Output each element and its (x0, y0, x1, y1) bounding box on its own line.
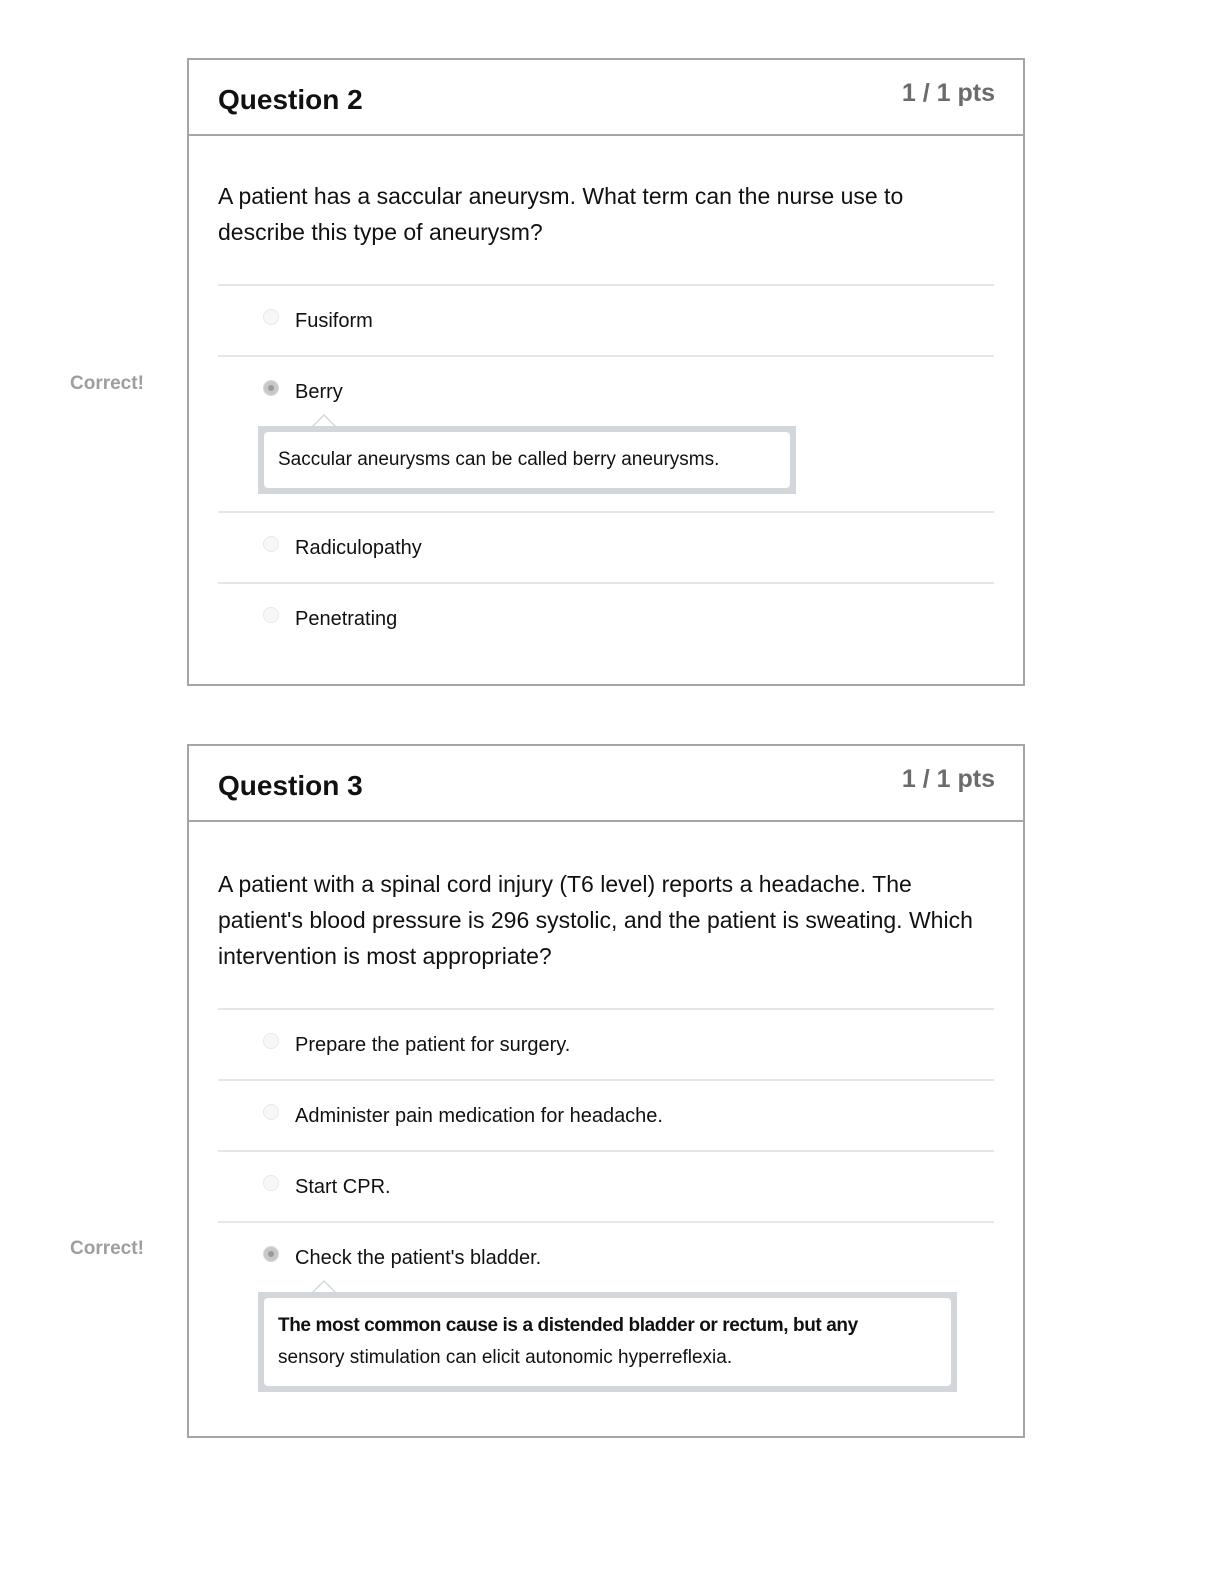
answer-label: Start CPR. (295, 1176, 391, 1198)
question-text: A patient with a spinal cord injury (T6 level) reports a headache. The patient's blood pressure is 296 systolic, and the patient is sweating. Which intervention is most appropriate? (218, 871, 973, 969)
question-text: A patient has a saccular aneurysm. What term can the nurse use to describe this type of aneurysm? (218, 183, 904, 245)
answer-option[interactable] (218, 1010, 994, 1081)
answer-option[interactable] (218, 1081, 994, 1152)
answer-label: Berry (295, 381, 343, 403)
question-body (189, 822, 1023, 1392)
feedback-text: sensory stimulation can elicit autonomic hyperreflexia. (278, 1347, 733, 1368)
answer-option[interactable] (218, 584, 994, 653)
answer-list (218, 284, 994, 653)
question-card (187, 58, 1025, 686)
radio-button[interactable] (263, 309, 279, 325)
feedback-pointer-icon (312, 1280, 336, 1292)
answer-option[interactable] (218, 286, 994, 357)
radio-button[interactable] (263, 1175, 279, 1191)
question-card (187, 744, 1025, 1438)
feedback-text-bold: The most common cause is a distended bladder or rectum, but any (278, 1315, 858, 1336)
answer-label: Radiculopathy (295, 537, 422, 559)
radio-button[interactable] (263, 1033, 279, 1049)
feedback-pointer-icon (312, 414, 336, 426)
answer-option-selected[interactable] (218, 357, 994, 513)
answer-option[interactable] (218, 1152, 994, 1223)
question-points: 1 / 1 pts (901, 765, 995, 793)
question-body (189, 136, 1023, 653)
answer-label: Check the patient's bladder. (295, 1247, 542, 1269)
answer-option[interactable] (218, 513, 994, 584)
radio-button-selected[interactable] (263, 1246, 279, 1262)
answer-label: Penetrating (295, 608, 398, 630)
radio-button[interactable] (263, 607, 279, 623)
question-header (189, 60, 1023, 136)
answer-label: Administer pain medication for headache. (295, 1105, 663, 1127)
question-title: Question 2 (218, 84, 363, 115)
answer-feedback (258, 426, 796, 494)
answer-label: Fusiform (295, 310, 373, 332)
question-points: 1 / 1 pts (901, 79, 995, 107)
feedback-text: Saccular aneurysms can be called berry aneurysms. (278, 449, 720, 470)
question-title: Question 3 (218, 770, 363, 801)
answer-option-selected[interactable] (218, 1223, 994, 1392)
answer-label: Prepare the patient for surgery. (295, 1034, 571, 1056)
correct-label: Correct! (70, 1238, 144, 1259)
radio-button-selected[interactable] (263, 380, 279, 396)
question-header (189, 746, 1023, 822)
answer-list (218, 1008, 994, 1392)
answer-feedback (258, 1292, 957, 1392)
radio-button[interactable] (263, 1104, 279, 1120)
radio-button[interactable] (263, 536, 279, 552)
correct-label: Correct! (70, 373, 144, 394)
